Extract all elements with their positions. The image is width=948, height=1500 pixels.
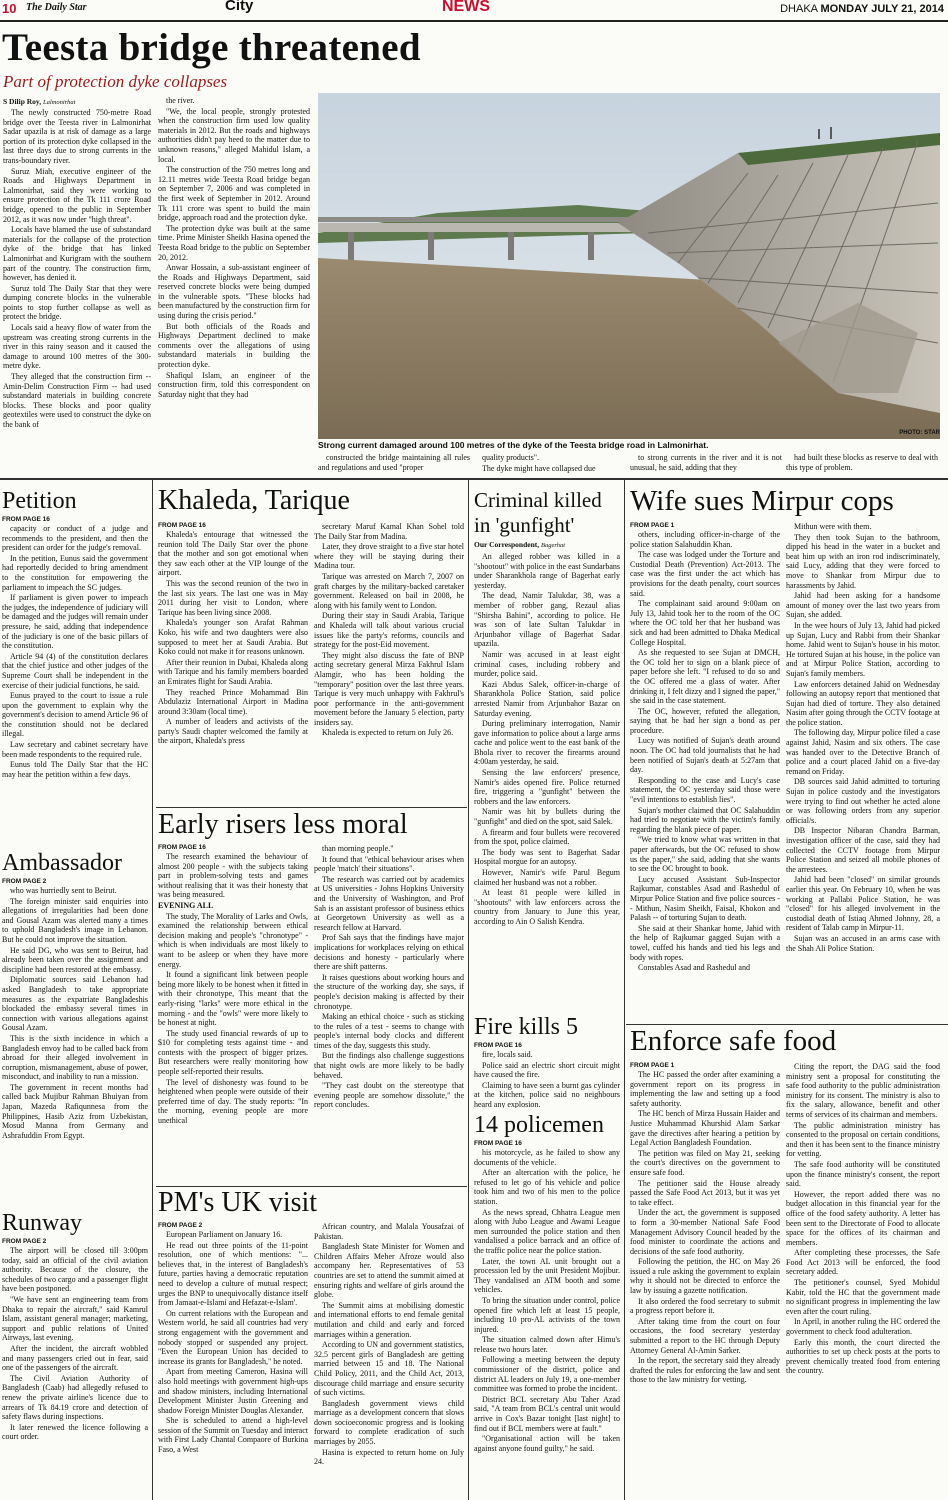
paragraph: Responding to the case and Lucy's case statement, the OC yesterday said those were "evil intentions to establish lies". — [630, 775, 780, 805]
paragraph: Making an ethical choice - such as sticking to the rules of a test - seems to change with people's internal body clocks and different times of the day, suggests this study. — [314, 1012, 464, 1050]
paragraph: Following a meeting between the deputy commissioner of the district, police and district AL leaders on July 19, a one-member committee was formed to probe the incident. — [474, 1355, 620, 1394]
early-risers-headline: Early risers less moral — [158, 809, 408, 840]
paragraph: A firearm and four bullets were recovered from the spot, police claimed. — [474, 827, 620, 847]
paragraph: Khaleda is expected to return on July 26. — [322, 728, 454, 738]
paragraph: The Civil Aviation Authority of Bangladesh (Caab) had allegedly refused to renew the private airline's licence due to arrears of Tk 84.19 crore and detection of safety flaws during inspections. — [2, 1373, 148, 1422]
paragraph: Law secretary and cabinet secretary have been made respondents to the required rule. — [2, 740, 148, 759]
paragraph: Mithun were with them. — [794, 522, 872, 531]
paragraph: Article 94 (4) of the constitution declares that the chief justice and other judges of the Supreme Court shall be independent in the exercise of their judicial functions, he said. — [2, 651, 148, 690]
paragraph: Tarique was arrested on March 7, 2007 on graft charges by the military-backed caretaker government. Released on bail in 2008, he along with his family went to London. — [314, 571, 464, 610]
paragraph: If parliament is given power to impeach the judges, the independence of judiciary will be damaged and the judges will remain under pressure, he said, adding that independence of the judiciary is one of the basic pillars of the constitution. — [2, 593, 148, 651]
paragraph: EVENING ALL — [158, 900, 214, 910]
column-rule-3 — [624, 480, 625, 1500]
paragraph: Bangladesh government views child marriage as a development concern that slows down socioeconomic progress and is looking forward to complete eradication of such marriages by 2055. — [314, 1398, 464, 1447]
lead-kicker: Part of protection dyke collapses — [3, 72, 228, 91]
column-rule-2 — [468, 480, 469, 1500]
paragraph: Hasina is expected to return home on July 24. — [314, 1447, 464, 1467]
pm-visit-headline: PM's UK visit — [158, 1187, 318, 1218]
paragraph: The dead, Namir Talukdar, 38, was a member of robber gang, Rezaul alias "Shirsha Bahini", according to police. He was son of late Sultan Talukdar in Arjunbahor village of Bagerhat Sadar upazila. — [474, 591, 620, 649]
masthead-logo: The Daily Star — [26, 2, 87, 13]
photo-credit: PHOTO: STAR — [899, 430, 940, 436]
paragraph: After completing these processes, the Safe Food Act 2013 will be enforced, the food secretary added. — [786, 1248, 940, 1277]
paragraph: The study used financial rewards of up to $10 for completing tests against time - and contests with the prospect of bigger prizes. But researchers were really monitoring how people self-reported their results. — [158, 1028, 308, 1077]
wife-sues-column-2 — [786, 522, 940, 972]
paragraph: This was the second reunion of the two in the last six years. The last one was in May 2011 during her visit to London, where Tarique has been living since 2008. — [158, 578, 308, 617]
paragraph: They reached Prince Mohammad Bin Abdulaziz International Airport in Madina around 3:30am (local time). — [158, 687, 308, 716]
paragraph: Lucy was notified of Sujan's death around noon. The OC had told journalists that he had been notified of Sujan's death at 5:27am that day. — [630, 736, 780, 775]
khaleda-column-1: FROM PAGE 16 Khaleda's entourage that witnessed the reunion told The Daily Star over the phone that the mother and son got emotional when they saw each other at the VIP lounge of the airport. This was the second reunion of the two in the last six years. The last one was in May 2011 during her visit to London, where Tarique has been living since 2008. Khaleda's younger son Arafat Rahman Koko, his wife and two daughters were also supposed to meet her at Saudi Arabia. But Koko could not make it for reasons unknown. After their reunion in Dubai, Khaleda along with Tarique and his family members boarded an Emirates flight for Saudi Arabia. They reached Prince Mohammad Bin Abdulaziz International Airport in Madina around 3:30am (local time). A number of leaders and activists of the party's Saudi chapter welcomed the family at the airport, Khaleda's press — [158, 522, 308, 746]
petition-headline: Petition — [2, 488, 77, 514]
bridge-dyke-photo — [318, 93, 940, 439]
paragraph: The dyke might have collapsed due — [482, 463, 596, 473]
paragraph: Locals have blamed the use of substandard materials for the collapse of the protection dyke of the bridge that has linked Lalmonirhat and Kurigram with the southern part of the country. The construction firm, however, has denied it. — [3, 225, 151, 283]
paragraph: It also ordered the food secretary to submit a progress report before it. — [630, 1296, 780, 1316]
paragraph: After their reunion in Dubai, Khaleda along with Tarique and his family members boarded an Emirates flight for Saudi Arabia. — [158, 657, 308, 686]
lead-headline: Teesta bridge threatened — [2, 26, 421, 69]
paragraph: The body was sent to Bagerhat Sadar Hospital morgue for an autopsy. — [474, 847, 620, 867]
paragraph: Lucy accused Assistant Sub-Inspector Rajkumar, constables Asad and Rashedul of Mirpur Police Station and five police sources -- Mithun, Nasim Sheikh, Faisal, Khokon and Palash -- of torturing Sujan to death. — [630, 874, 780, 923]
paragraph: To bring the situation under control, police opened fire which left at least 15 people, including 10 pro-AL activists of the town injured. — [474, 1295, 620, 1334]
paragraph: In the petition, Eunus said the government had reportedly decided to bring amendment to the constitution for empowering the parliament to impeach the SC judges. — [2, 553, 148, 592]
paragraph: Khaleda's entourage that witnessed the reunion told The Daily Star over the phone that the mother and son got emotional when they saw each other at the VIP lounge of the airport. — [158, 530, 308, 578]
paragraph: Apart from meeting Cameron, Hasina will also hold meetings with government high-ups and shadow ministers, including International Development Minister Justin Greening and shadow Foreign Minister Douglas Alexander. — [158, 1367, 308, 1415]
fire-story: FROM PAGE 16 fire, locals said. Police said an electric short circuit might have caused the fire. Claiming to have seen a burnt gas cylinder at the kitchen, police said no neighbours heard any explosion. — [474, 1042, 620, 1108]
paragraph: The safe food authority will be constituted upon the finance ministry's consent, the report said. — [786, 1159, 940, 1189]
paragraph: "Organisational action will be taken against anyone found guilty," he said. — [474, 1434, 620, 1453]
paragraph: Under the act, the government is supposed to form a 30-member National Safe Food Management Advisory Council headed by the food minister to coordinate the actions and decisions of the safe food authority. — [630, 1208, 780, 1256]
paragraph: A number of leaders and activists of the party's Saudi chapter welcomed the family at the airport, Khaleda's press — [158, 717, 308, 746]
paragraph: In April, in another ruling the HC ordered the government to check food adulteration. — [786, 1317, 940, 1337]
paragraph: Sujan was an accused in an arms case with the Shah Ali Police Station. — [786, 933, 940, 953]
column-rule-1 — [152, 480, 153, 1500]
paragraph: The level of dishonesty was found to be heightened when people were outside of their preferred time of day. The study reports: "In the morning, evening people are more unethical — [158, 1077, 308, 1126]
lead-column-5 — [630, 453, 782, 475]
pm-visit-column-2 — [314, 1222, 464, 1500]
paragraph: Anwar Hossain, a sub-assistant engineer of the Roads and Highways Department, said reserved concrete blocks were being dumped in the vulnerable spots. "These blocks had been manufactured by the construction firm for using during the crisis period." — [158, 263, 310, 321]
early-risers-column-2 — [314, 844, 464, 1184]
paragraph: "We have sent an engineering team from Dhaka to repair the aircraft," said Kamrul Islam, assistant general manager; marketing, support and public relations of United Airways, last evening. — [2, 1294, 148, 1343]
paragraph: The government in recent months had called back Mujibur Rahman Bhuiyan from Japan, Mazeda Rafiqunnesa from the Philippines, Hasib Aziz from Uzbekistan, Mosud Manna from Germany and Ashrafuddin From Egypt. — [2, 1082, 148, 1140]
paragraph: According to UN and government statistics, 32.5 percent girls of Bangladesh are getting married between 15 and 18. The National Child Policy, 2011, and the Child Act, 2013, discourage child marriage and ensure security of such victims. — [314, 1340, 464, 1398]
paragraph: The construction of the 750 metres long and 12.11 metres wide Teesta Road bridge began on September 7, 2006 and was completed in the first week of September in 2012. Around Tk 111 crore was spent to build the main bridge, approach road and the protection dyke. — [158, 165, 310, 223]
paragraph: The following day, Mirpur police filed a case against Jahid, Nasim and six others. The case was handed over to the Detective Branch of police and a court placed Jahid on a five-day remand on Friday. — [786, 728, 940, 776]
runway-story: FROM PAGE 2 The airport will be closed till 3:00pm today, said an official of the civil aviation authority. Because of the closure, the schedules of two cargo and a passenger flight have been postponed. "We have sent an engineering team from Dhaka to repair the aircraft," said Kamrul Islam, assistant general manager; marketing, support and public relations of United Airways, last evening. After the incident, the aircraft wobbled and many passengers cried out in fear, said one of the passengers of the aircraft. The Civil Aviation Authority of Bangladesh (Caab) had allegedly refused to renew the private airline's licence due to arrears of Tk 84.19 crore and detection of safety flaws during inspections. It later renewed the licence following a court order. — [2, 1238, 148, 1442]
paragraph: However, Namir's wife Parul Begum claimed her husband was not a robber. — [474, 868, 620, 887]
lead-column-1 — [3, 108, 151, 470]
paragraph: It found that "ethical behaviour arises when people 'match' their situations". — [314, 854, 464, 874]
photo-caption: Strong current damaged around 100 metres of the dyke of the Teesta bridge road in Lalmonirhat. — [318, 440, 709, 450]
paragraph: Constables Asad and Rashedul and — [638, 963, 750, 972]
paragraph: The airport will be closed till 3:00pm today, said an official of the civil aviation authority. Because of the closure, the schedules of two cargo and a passenger flight have been postponed. — [2, 1246, 148, 1294]
paragraph: "We, the local people, strongly protested when the construction firm used low quality materials in 2012. But the roads and highways authorities didn't pay heed to the matter due to unknown reasons," alleged Mahidul Islam, a local. — [158, 106, 310, 164]
paragraph: Jahid had been "closed" on similar grounds earlier this year. On February 10, when he was working at Pallabi Police Station, he was "closed" for his alleged involvement in the custodial death of Istiaq Ahmed Johnny, 28, a resident of Talab camp in Mirpur-11. — [786, 875, 940, 933]
paragraph: Locals said a heavy flow of water from the upstream was creating strong currents in the river in this rainy season and it caused the damage to around 100 metres of the 300-metre dyke. — [3, 323, 151, 371]
paragraph: Jahid had been asking for a handsome amount of money over the last two years from Sujan, she added. — [786, 591, 940, 620]
paragraph: Namir was hit by bullets during the "gunfight" and died on the spot, said Salek. — [474, 807, 620, 827]
paragraph: After the incident, the aircraft wobbled and many passengers cried out in fear, said one of the passengers of the aircraft. — [2, 1343, 148, 1373]
section-label: City — [225, 0, 254, 14]
category-label: NEWS — [442, 0, 490, 15]
paragraph: Claiming to have seen a burnt gas cylinder at the kitchen, police said no neighbours heard any explosion. — [474, 1080, 620, 1108]
paragraph: European Parliament on January 16. — [166, 1230, 283, 1239]
paragraph: On current relations with the European and Western world, he said all countries had very strong engagement with the government and nobody stopped or suspended any project. "Even the European Union has decided to increase its grants for Bangladesh," he noted. — [158, 1308, 308, 1366]
policemen-headline: 14 policemen — [474, 1112, 604, 1138]
paragraph: District BCL secretary Abu Taher Azad said, "A team from BCL's central unit would arrive in Cox's Bazar tonight [last night] to find out if BCL members were at fault." — [474, 1394, 620, 1433]
paragraph: Bangladesh State Minister for Women and Children Affairs Meher Afroze would also accompany her. Representatives of 53 countries are set to attend the summit aimed at ensuring rights and welfare of girls around the globe. — [314, 1242, 464, 1300]
paragraph: In the wee hours of July 13, Jahid had picked up Sujan, Lucy and Rabbi from their Shankar home. Jahid went to Sujan's house in his motor. He tortured Sujan at his house, in the police van and at Mirpur Police Station, according to Sujan's family members. — [786, 620, 940, 678]
paragraph: He said DG, who was sent to Beirut, had already been taken over the assignment and discipline had been restored at the embassy. — [2, 945, 148, 974]
paragraph: fire, locals said. — [482, 1050, 533, 1059]
paragraph: than morning people." — [322, 844, 394, 853]
paragraph: It raises questions about working hours and the structure of the working day, she says, if people's decision making is affected by their chronotype. — [314, 972, 464, 1011]
ambassador-headline: Ambassador — [2, 850, 122, 876]
criminal-byline: Our Correspondent, Bagerhat — [474, 540, 566, 549]
fire-headline: Fire kills 5 — [474, 1014, 579, 1040]
paragraph: Namir was accused in at least eight criminal cases, including robbery and murder, police said. — [474, 649, 620, 679]
paragraph: "They cast doubt on the stereotype that evening people are somehow dissolute," the report concludes. — [314, 1081, 464, 1110]
paragraph: Following the petition, the HC on May 26 issued a rule asking the government to explain why it should not be directed to enforce the law by issuing a gazette notification. — [630, 1257, 780, 1296]
paragraph: Later, the town AL unit brought out a procession led by the unit President Mojibur. They vandalised an ATM booth and some vehicles. — [474, 1256, 620, 1295]
paragraph: "We tried to know what was written in that paper afterwards, but the OC refused to show us the paper," she said, adding that she wants to see the OC brought to book. — [630, 835, 780, 874]
policemen-story: FROM PAGE 16 his motorcycle, as he failed to show any documents of the vehicle. After an altercation with the police, he refused to let go of his vehicle and police took him and two of his men to the police station. As the news spread, Chhatra League men along with Jubo League and Awami League men surrounded the police station and then vandalised a police barrack and an office of the traffic police near the police station. Later, the town AL unit brought out a procession led by the unit President Mojibur. They vandalised an ATM booth and some vehicles. To bring the situation under control, police opened fire which left at least 15 people, including 10 pro-AL activists of the town injured. The situation calmed down after Himu's release two hours later. Following a meeting between the deputy commissioner of the district, police and district AL leaders on July 19, a one-member committee was formed to probe the incident. District BCL secretary Abu Taher Azad said, "A team from BCL's central unit would arrive in Cox's Bazar tonight [last night] to find out if BCL members were at fault." "Organisational action will be taken against anyone found guilty," he said. — [474, 1140, 620, 1453]
paragraph: Kazi Abdus Salek, officer-in-charge of Sharankhola Police Station, said police arrested Namir from Arjunbahor Bazar on Saturday evening. — [474, 679, 620, 718]
paragraph: Eunus told The Daily Star that the HC may hear the petition within a few days. — [2, 760, 148, 779]
khaleda-column-2 — [314, 522, 464, 802]
paragraph: But the findings also challenge suggestions that night owls are more likely to be badly behaved. — [314, 1051, 464, 1080]
paragraph: But both officials of the Roads and Highways Department declined to make comments over the allegations of using substandard materials in building the protection dyke. — [158, 321, 310, 370]
paragraph: The foreign minister said enquiries into allegations of irregularities had been done and Gousal Azam was alerted many a times to uphold Bangladesh's image in Lebanon. But he could not improve the situation. — [2, 896, 148, 944]
paragraph: secretary Maruf Kamal Khan Sohel told The Daily Star from Madina. — [314, 522, 464, 541]
paragraph: Suruz told The Daily Star that they were dumping concrete blocks in the vulnerable points to stop further collapse as well as protect the bridge. — [3, 283, 151, 322]
paragraph: The research examined the behaviour of almost 200 people - with the subjects taking part in problem-solving tests and games without realising that it was their honesty that was being measured. — [158, 852, 308, 900]
paragraph: They might also discuss the fate of BNP acting secretary general Mirza Fakhrul Islam Alamgir, who has been holding the "temporary" position over the last three years. Tarique is very much unhappy with Fakhrul's poor performance in the anti-government movement before the January 5 election, party insiders say. — [314, 650, 464, 727]
lead-column-4 — [474, 453, 626, 475]
paragraph: After taking time from the court on four occasions, the food secretary yesterday submitted a report to the HC through Deputy Attorney General Al-Amin Sarker. — [630, 1316, 780, 1355]
paragraph: The case was lodged under the Torture and Custodial Death (Prevention) Act-2013. The case was the first under the act which has provisions for the death penalty, court sources said. — [630, 550, 780, 598]
paragraph: African country, and Malala Yousafzai of Pakistan. — [314, 1222, 464, 1241]
paragraph: As she requested to see Sujan at DMCH, the OC told her to sign on a blank piece of paper before she left. "I refused to do so and the OC offered me a glass of water. After drinking it, I felt dizzy and I signed the paper," she said in the case statement. — [630, 648, 780, 706]
paragraph: Shafiqul Islam, an engineer of the construction firm, told this correspondent on Saturday night that they had — [158, 370, 310, 399]
wife-sues-headline: Wife sues Mirpur cops — [630, 485, 894, 517]
paragraph: DB Inspector Nibaran Chandra Barman, investigation officer of the case, said they had collected the CCTV footage from Mirpur Police Station and seized all mobile phones of the arrestees. — [786, 826, 940, 874]
paragraph: At least 81 people were killed in "shootouts" with law enforcers across the country from January to June this year, according to Ain O Salish Kendra. — [474, 888, 620, 926]
paragraph: The petition was filed on May 21, seeking the court's directives on the government to ensure safe food. — [630, 1148, 780, 1177]
paragraph: They then took Sujan to the bathroom, dipped his head in the water in a bucket and beat him up with an iron rod indiscriminately, said Lucy, adding that they were forced to move to Shankar from Mirpur due to harassments by Jahid. — [786, 532, 940, 590]
story-divider — [156, 807, 467, 808]
paragraph: his motorcycle, as he failed to show any documents of the vehicle. — [474, 1148, 620, 1167]
paragraph: who was hurriedly sent to Beirut. — [10, 886, 117, 895]
paragraph: The study, The Morality of Larks and Owls, examined the relationship between ethical decision making and people's "chronotype" - which is when individuals are most likely to want to be asleep or when they have more energy. — [158, 911, 308, 969]
early-risers-column-1: FROM PAGE 16 The research examined the behaviour of almost 200 people - with the subjects taking part in problem-solving tests and games without realising that it was their honesty that was being measured. EVENING ALL The study, The Morality of Larks and Owls, examined the relationship between ethical decision making and people's "chronotype" - which is when individuals are most likely to want to be asleep or when they have more energy. It found a significant link between people being more likely to be honest when it fitted in with their chronotype, This meant that the early-rising "larks" were more ethical in the morning - and the "owls" were more likely to be honest at night. The study used financial rewards of up to $10 for completing tests against time - and contests with the prospect of bigger prizes. But researchers were really monitoring how people self-reported their results. The level of dishonesty was found to be heightened when people were outside of their preferred time of day. The study reports: "In the morning, evening people are more unethical — [158, 844, 308, 1126]
paragraph: Citing the report, the DAG said the food ministry sent a proposal for constituting the safe food authority to the public administration ministry for its consent. The ministry is also to fix the salary, allowance, benefit and other terms of services of its chairman and members. — [786, 1062, 940, 1119]
paragraph: The petitioner said the House already passed the Safe Food Act 2013, but it was yet to take effect. — [630, 1178, 780, 1207]
wife-sues-column-1: FROM PAGE 1 others, including officer-in-charge of the police station Salahuddin Khan. The case was lodged under the Torture and Custodial Death (Prevention) Act-2013. The case was the first under the act which has provisions for the death penalty, court sources said. The complainant said around 9:00am on July 13, Jahid took her to the room of the OC where the OC told her that her husband was sick and had been admitted to Dhaka Medical College Hospital. As she requested to see Sujan at DMCH, the OC told her to sign on a blank piece of paper before she left. "I refused to do so and the OC offered me a glass of water. After drinking it, I felt dizzy and I signed the paper," she said in the case statement. The OC, however, refuted the allegation, saying that he had her sign a bond as per procedure. Lucy was notified of Sujan's death around noon. The OC had told journalists that he had been notified of Sujan's death at 5:27am that day. Responding to the case and Lucy's case statement, the OC yesterday said those were "evil intentions to establish lies". Sujan's mother claimed that OC Salahuddin had tried to negotiate with the victim's family regarding the blank piece of paper. "We tried to know what was written in that paper afterwards, but the OC refused to show us the paper," she said, adding that she wants to see the OC brought to book. Lucy accused Assistant Sub-Inspector Rajkumar, constables Asad and Rashedul of Mirpur Police Station and five police sources -- Mithun, Nasim Sheikh, Faisal, Khokon and Palash -- of torturing Sujan to death. She said at their Shankar home, Jahid with the help of Rajkumar gagged Sujan with a towel, cuffed his hands and tied his legs and body with ropes. Constables Asad and Rashedul and — [630, 522, 780, 972]
paragraph: The petitioner's counsel, Syed Mohidul Kabir, told the HC that the government made no significant progress in implementing the law even after the court ruling. — [786, 1278, 940, 1316]
section-divider — [0, 478, 948, 480]
criminal-headline: Criminal killed in 'gunfight' — [474, 488, 602, 537]
paragraph: The complainant said around 9:00am on July 13, Jahid took her to the room of the OC where the OC told her that her husband was sick and had been admitted to Dhaka Medical College Hospital. — [630, 599, 780, 647]
safe-food-column-1: FROM PAGE 1 The HC passed the order after examining a government report on its progress in implementing the law and setting up a food safety authority. The HC bench of Mirza Hussain Haider and Justice Muhammad Khurshid Alam Sarkar gave the directives after hearing a petition by Legal Action Bangladesh Foundation. The petition was filed on May 21, seeking the court's directives on the government to ensure safe food. The petitioner said the House already passed the Safe Food Act 2013, but it was yet to take effect. Under the act, the government is supposed to form a 30-member National Safe Food Management Advisory Council headed by the food minister to coordinate the actions and decisions of the safe food authority. Following the petition, the HC on May 26 issued a rule asking the government to explain why it should not be directed to enforce the law by issuing a gazette notification. It also ordered the food secretary to submit a progress report before it. After taking time from the court on four occasions, the food secretary yesterday submitted a report to the HC through Deputy Attorney General Al-Amin Sarker. In the report, the secretary said they already drafted the rules for enforcing the law and sent those to the law ministry for vetting. — [630, 1062, 780, 1385]
paragraph: Sensing the law enforcers' presence, Namir's aides opened fire. Police returned fire, triggering a "gunfight" between the robbers and the law enforcers. — [474, 768, 620, 806]
lead-column-6 — [786, 453, 938, 475]
lead-column-2 — [158, 96, 310, 470]
paragraph: She is scheduled to attend a high-level session of the Summit on Tuesday and interact with First Lady Chantal Compaore of Burkina Faso, a West — [158, 1416, 308, 1455]
pm-visit-column-1: FROM PAGE 2 European Parliament on January 16. He read out three points of the 11-point resolution, one of which mentions: "... believes that, in the interest of Bangladesh's future, parties having a democratic reputation need to develop a culture of mutual respect; urges the BNP to unequivocally distance itself from Jamaat-e-Islami and Hefazat-e-Islam'. On current relations with the European and Western world, he said all countries had very strong engagement with the government and nobody stopped or suspended any project. "Even the European Union has decided to increase its grants for Bangladesh," he noted. Apart from meeting Cameron, Hasina will also hold meetings with government high-ups and shadow ministers, including International Development Minister Justin Greening and shadow Foreign Minister Douglas Alexander. She is scheduled to attend a high-level session of the Summit on Tuesday and interact with First Lady Chantal Compaore of Burkina Faso, a West — [158, 1222, 308, 1455]
paragraph: Later, they drove straight to a five star hotel where they will be staying during their Madina tour. — [314, 542, 464, 571]
paragraph: Sujan's mother claimed that OC Salahuddin had tried to negotiate with the victim's family regarding the blank piece of paper. — [630, 805, 780, 834]
runway-headline: Runway — [2, 1210, 82, 1236]
page-number: 10 — [2, 1, 17, 16]
paragraph: Diplomatic sources said Lebanon had asked Bangladesh to take appropriate measures as the expatriate Bangladeshis blockaded the embassy several times in connection with various allegations against Gousal Azam. — [2, 975, 148, 1033]
khaleda-headline: Khaleda, Tarique — [158, 485, 350, 516]
paragraph: had built these blocks as reserve to deal with this type of problem. — [786, 453, 938, 472]
paragraph: As the news spread, Chhatra League men along with Jubo League and Awami League men surrounded the police station and then vandalised a police barrack and an office of the traffic police near the police station. — [474, 1207, 620, 1255]
paragraph: Police said an electric short circuit might have caused the fire. — [474, 1060, 620, 1080]
paragraph: In the report, the secretary said they already drafted the rules for enforcing the law and sent those to the law ministry for vetting. — [630, 1356, 780, 1385]
paragraph: Suruz Miah, executive engineer of the Roads and Highways Department in Lalmonirhat, said they were working to ensure protection of the Tk 111 crore Road bridge, opened to the public in September 2012, as it was now under "high threat". — [3, 166, 151, 224]
paragraph: The OC, however, refuted the allegation, saying that he had her sign a bond as per procedure. — [630, 706, 780, 735]
paragraph: The Summit aims at mobilising domestic and international efforts to end female genital mutilation and child and early and forced marriages within a generation. — [314, 1300, 464, 1339]
paragraph: This is the sixth incidence in which a Bangladesh envoy had to be called back from abroad for their alleged involvement in corruption, mismanagement, abuse of power, misconduct, and inability to run a mission. — [2, 1033, 148, 1082]
paragraph: The HC bench of Mirza Hussain Haider and Justice Muhammad Khurshid Alam Sarkar gave the directives after hearing a petition by Legal Action Bangladesh Foundation. — [630, 1109, 780, 1148]
paragraph: It found a significant link between people being more likely to be honest when it fitted in with their chronotype, This meant that the early-rising "larks" were more ethical in the morning - and the "owls" were more likely to be honest at night. — [158, 970, 308, 1028]
paragraph: During preliminary interrogation, Namir gave information to police about a large arms cache and police went to the east bank of the Bhola river to recover the firearms around 4:00am yesterday, he said. — [474, 719, 620, 767]
paragraph: Khaleda's younger son Arafat Rahman Koko, his wife and two daughters were also supposed to meet her at Saudi Arabia. But Koko could not make it for reasons unknown. — [158, 618, 308, 657]
paragraph: to strong currents in the river and it is not unusual, he said, adding that they — [630, 453, 782, 472]
ambassador-story: FROM PAGE 2 who was hurriedly sent to Beirut. The foreign minister said enquiries into allegations of irregularities had been done and Gousal Azam was alerted many a times to uphold Bangladesh's image in Lebanon. But he could not improve the situation. He said DG, who was sent to Beirut, had already been taken over the assignment and discipline had been restored at the embassy. Diplomatic sources said Lebanon had asked Bangladesh to take appropriate measures as the expatriate Bangladeshis blockaded the embassy several times in connection with various allegations against Gousal Azam. This is the sixth incidence in which a Bangladesh envoy had to be called back from abroad for their alleged involvement in corruption, mismanagement, abuse of power, misconduct, and inability to run a mission. The government in recent months had called back Mujibur Rahman Bhuiyan from Japan, Mazeda Rafiqunnesa from the Philippines, Hasib Aziz from Uzbekistan, Mosud Manna from Germany and Ashrafuddin From Egypt. — [2, 878, 148, 1140]
paragraph: The public administration ministry has consented to the proposal on certain conditions, and then it has been sent to the finance ministry for vetting. — [786, 1120, 940, 1159]
paragraph: constructed the bridge maintaining all rules and regulations and used "proper — [318, 453, 470, 472]
lead-column-3 — [318, 453, 470, 475]
petition-story: FROM PAGE 16 capacity or conduct of a judge and recommends to the president, and then the president can order for the judge's removal. In the petition, Eunus said the government had reportedly decided to bring amendment to the constitution for empowering the parliament to impeach the SC judges. If parliament is given power to impeach the judges, the independence of judiciary will be damaged and the judges will remain under pressure, he said, adding that independence of the judiciary is one of the basic pillars of the constitution. Article 94 (4) of the constitution declares that the chief justice and other judges of the Supreme Court shall be independent in the exercise of their judicial functions, he said. Eunus prayed to the court to issue a rule upon the government to explain why the government's decision to amend Article 96 of the constitution should not be declared illegal. Law secretary and cabinet secretary have been made respondents to the required rule. Eunus told The Daily Star that the HC may hear the petition within a few days. — [2, 516, 148, 779]
paragraph: DB sources said Jahid admitted to torturing Sujan in police custody and the investigators were trying to find out whether he acted alone or was following orders from any superior official/s. — [786, 777, 940, 825]
paragraph: others, including officer-in-charge of the police station Salahuddin Khan. — [630, 530, 780, 549]
date-line: DHAKA MONDAY JULY 21, 2014 — [780, 3, 944, 15]
paragraph: The research was carried out by academics at US universities - Johns Hopkins University and the University of Washington, and Prof Sah is an assistant professor of business ethics at Georgetown University as well as a research fellow at Harvard. — [314, 874, 464, 932]
paragraph: During their stay in Saudi Arabia, Tarique and Khaleda will talk about various crucial issues like the party's reforms, councils and strategy for the post-Eid movement. — [314, 611, 464, 650]
paragraph: Law enforcers detained Jahid on Wednesday following an autopsy report that mentioned that Sujan had died of torture. They also detained Nasim after going through the CCTV footage at the police station. — [786, 679, 940, 727]
paragraph: The situation calmed down after Himu's release two hours later. — [474, 1335, 620, 1354]
paragraph: the river. — [166, 96, 195, 105]
paragraph: He read out three points of the 11-point resolution, one of which mentions: "... believes that, in the interest of Bangladesh's future, parties having a democratic reputation need to develop a culture of mutual respect; urges the BNP to unequivocally distance itself from Jamaat-e-Islami and Hefazat-e-Islam'. — [158, 1240, 308, 1308]
paragraph: The newly constructed 750-metre Road bridge over the Teesta river in Lalmonirhat Sadar upazila is at risk of damage as a large portion of its protection dyke collapsed in the last three days due to strong currents in the trans-boundary river. — [3, 108, 151, 165]
paragraph: She said at their Shankar home, Jahid with the help of Rajkumar gagged Sujan with a towel, cuffed his hands and tied his legs and body with ropes. — [630, 923, 780, 962]
safe-food-headline: Enforce safe food — [630, 1025, 837, 1057]
paragraph: Prof Sah says that the findings have major implications for workplaces relying on ethical decisions and honesty - particularly where there are shift patterns. — [314, 933, 464, 972]
paragraph: An alleged robber was killed in a "shootout" with police in the east Sundarbans under Sharankhola range of Bagerhat early yesterday. — [474, 552, 620, 590]
paragraph: Early this month, the court directed the authorities to set up check posts at the ports to prevent chemically treated food from entering the country. — [786, 1337, 940, 1376]
paragraph: It later renewed the licence following a court order. — [2, 1422, 148, 1442]
paragraph: quality products". — [482, 453, 540, 462]
criminal-story — [474, 552, 620, 1014]
paragraph: They alleged that the construction firm -- Amin-Delim Construction Firm -- had used substandard materials in building concrete blocks. These blocks and poor quality geotextiles were used to construct the dyke on the bank of — [3, 372, 151, 429]
safe-food-column-2 — [786, 1062, 940, 1500]
paragraph: The protection dyke was built at the same time. Prime Minister Sheikh Hasina opened the Teesta Road bridge to the public on September 20, 2012. — [158, 223, 310, 262]
paragraph: After an altercation with the police, he refused to let go of his vehicle and police took him and two of his men to the police station. — [474, 1168, 620, 1206]
paragraph: Eunus prayed to the court to issue a rule upon the government to explain why the government's decision to amend Article 96 of the constitution should not be declared illegal. — [2, 691, 148, 739]
paragraph: The HC passed the order after examining a government report on its progress in implementing the law and setting up a food safety authority. — [630, 1070, 780, 1108]
paragraph: However, the report added there was no budget allocation in this financial year for the office of the food safety authority. A letter has been sent to the Directorate of Food to allocate space for the offices of its chairman and members. — [786, 1189, 940, 1247]
paragraph: capacity or conduct of a judge and recommends to the president, and then the president can order for the judge's removal. — [2, 524, 148, 553]
lead-byline: S Dilip Roy, Lalmonirhat — [3, 97, 76, 106]
